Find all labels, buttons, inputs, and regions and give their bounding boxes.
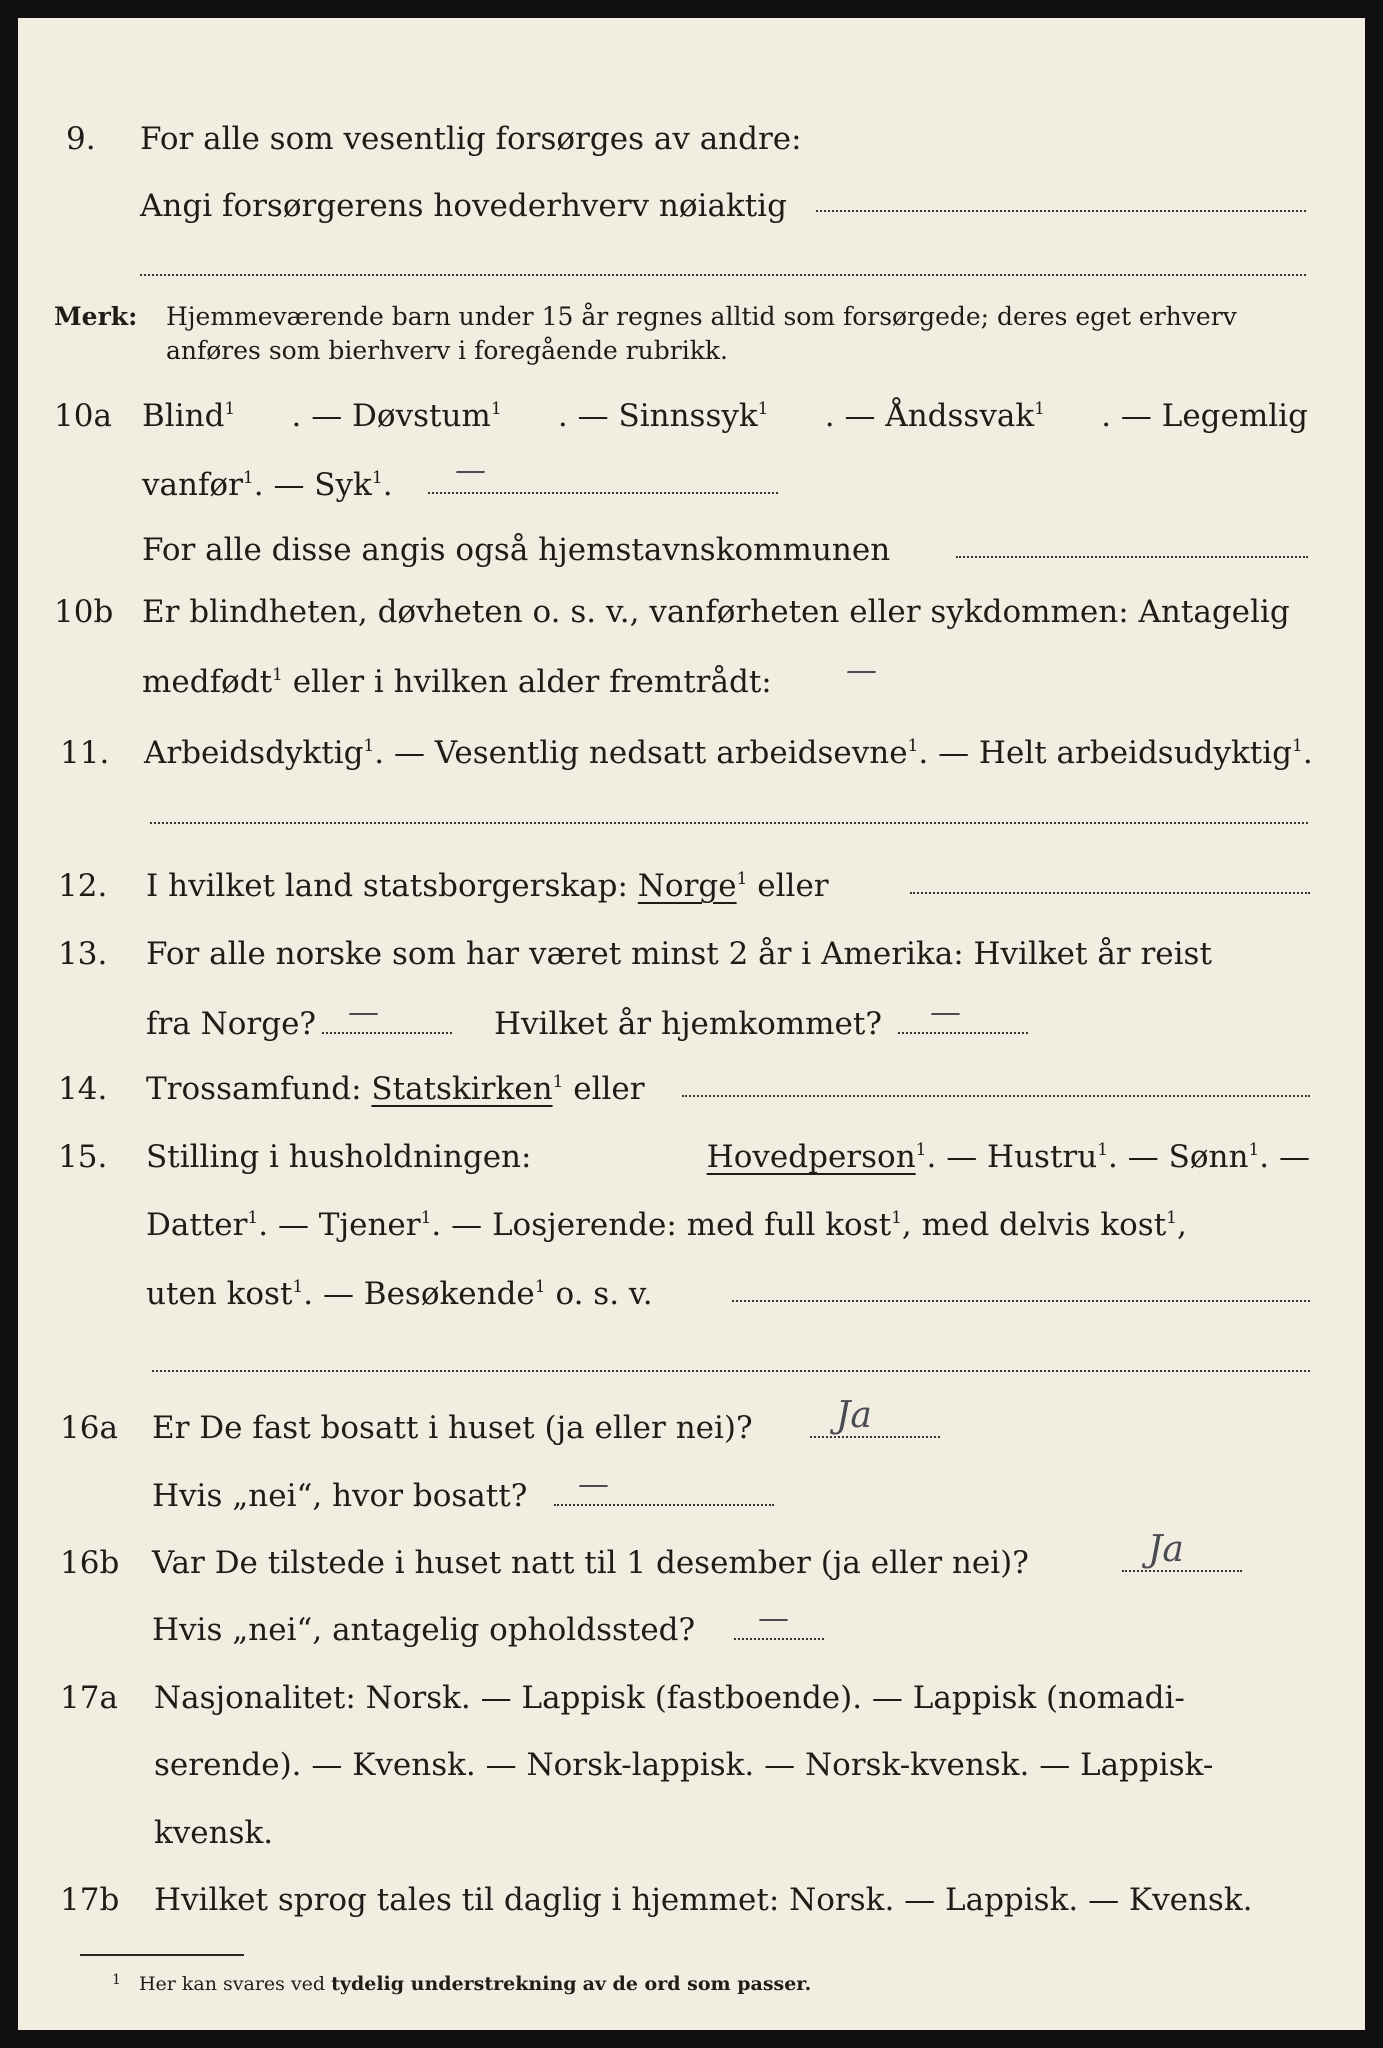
q16b-line1: Var De tilstede i huset natt til 1 desember (ja eller nei)?: [152, 1545, 1029, 1581]
q16a-line2: Hvis „nei“, hvor bosatt?: [152, 1478, 528, 1514]
q9-answer-line-2[interactable]: [140, 274, 1306, 276]
q10a-line2: vanfør$^1$. — Syk$^1$.: [142, 467, 393, 503]
q10a-hometown-line[interactable]: [956, 556, 1308, 558]
q16a-answer1: Ja: [836, 1395, 872, 1436]
q11-number: 11.: [60, 735, 110, 771]
q14-number: 14.: [58, 1071, 108, 1107]
statskirken-underlined: Statskirken: [371, 1071, 553, 1107]
q10b-number: 10b: [54, 594, 114, 630]
q9-answer-line[interactable]: [816, 210, 1306, 212]
q13-answer-b: —: [930, 994, 961, 1030]
q16a-number: 16a: [60, 1410, 118, 1446]
q16b-answer-line-2[interactable]: [734, 1638, 824, 1640]
q13-answer-line-a[interactable]: [322, 1032, 452, 1034]
q10b-answer: —: [846, 652, 877, 688]
q17a-line2: serende). — Kvensk. — Norsk-lappisk. — Norsk-kvensk. — Lappisk-: [154, 1747, 1214, 1783]
q16a-answer-line-2[interactable]: [554, 1504, 774, 1506]
q16a-answer-line[interactable]: [810, 1436, 940, 1438]
hovedperson-underlined: Hovedperson: [706, 1139, 916, 1175]
q13-line2b: Hvilket år hjemkommet?: [494, 1006, 882, 1042]
q16b-answer1: Ja: [1148, 1529, 1184, 1570]
merk-line2: anføres som bierhverv i foregående rubrikk.: [166, 336, 728, 365]
q10a-number: 10a: [54, 398, 112, 434]
q11-answer-line[interactable]: [150, 822, 1308, 824]
q17b-line1: Hvilket sprog tales til daglig i hjemmet: Norsk. — Lappisk. — Kvensk.: [154, 1882, 1253, 1918]
q15-answer-line-2[interactable]: [152, 1370, 1310, 1372]
q10a-answer-line[interactable]: [428, 492, 778, 494]
q14-line: Trossamfund: Statskirken$^1$ eller: [146, 1071, 645, 1107]
merk-line1: Hjemmeværende barn under 15 år regnes alltid som forsørgede; deres eget erhverv: [166, 302, 1237, 331]
q17b-number: 17b: [60, 1882, 120, 1918]
q12-answer-line[interactable]: [910, 892, 1310, 894]
q13-number: 13.: [58, 936, 108, 972]
q16b-answer2: —: [758, 1600, 789, 1636]
q10b-line1: Er blindheten, døvheten o. s. v., vanførheten eller sykdommen: Antagelig: [142, 594, 1290, 630]
q16a-answer2: —: [578, 1466, 609, 1502]
q15-answer-line[interactable]: [732, 1300, 1310, 1302]
q16b-answer-line[interactable]: [1122, 1570, 1242, 1572]
q17a-line1: Nasjonalitet: Norsk. — Lappisk (fastboende). — Lappisk (nomadi-: [154, 1680, 1185, 1716]
q11-line: Arbeidsdyktig$^1$. — Vesentlig nedsatt arbeidsevne$^1$. — Helt arbeidsudyktig$^1$.: [144, 735, 1313, 771]
q13-line1: For alle norske som har været minst 2 år i Amerika: Hvilket år reist: [146, 936, 1212, 972]
q15-line3: uten kost$^1$. — Besøkende$^1$ o. s. v.: [146, 1276, 653, 1312]
q15-line2: Datter$^1$. — Tjener$^1$. — Losjerende: med full kost$^1$, med delvis kost$^1$,: [146, 1207, 1187, 1243]
q15-line1: Stilling i husholdningen: Hovedperson$^1$. — Hustru$^1$. — Sønn$^1$. —: [146, 1139, 1310, 1175]
q12-number: 12.: [58, 868, 108, 904]
footnote-rule: [80, 1954, 244, 1956]
q17a-number: 17a: [60, 1680, 118, 1716]
q9-line1: For alle som vesentlig forsørges av andre:: [140, 121, 802, 157]
q13-answer-a: —: [348, 994, 379, 1030]
q13-answer-line-b[interactable]: [898, 1032, 1028, 1034]
q12-line: I hvilket land statsborgerskap: Norge$^1$ eller: [146, 868, 829, 904]
q10a-line3: For alle disse angis også hjemstavnskommunen: [142, 532, 891, 568]
q13-line2a: fra Norge?: [146, 1006, 317, 1042]
q9-line2: Angi forsørgerens hovederhverv nøiaktig: [140, 188, 787, 224]
q10a-answer: —: [455, 452, 486, 488]
q16a-line1: Er De fast bosatt i huset (ja eller nei)?: [152, 1410, 753, 1446]
q10b-line2: medfødt$^1$ eller i hvilken alder fremtrådt:: [142, 664, 772, 700]
q16b-line2: Hvis „nei“, antagelig opholdssted?: [152, 1612, 696, 1648]
q10a-line1: Blind$^1$ . — Døvstum$^1$ . — Sinnssyk$^1$ . — Åndssvak$^1$ . — Legemlig: [142, 398, 1308, 434]
merk-label: Merk:: [54, 302, 138, 331]
q17a-line3: kvensk.: [154, 1815, 274, 1851]
q9-number: 9.: [66, 121, 96, 157]
q16b-number: 16b: [60, 1545, 120, 1581]
q15-number: 15.: [58, 1139, 108, 1175]
q14-answer-line[interactable]: [682, 1095, 1310, 1097]
norge-underlined: Norge: [637, 868, 737, 904]
footnote: $^1$ Her kan svares ved tydelig understrekning av de ord som passer.: [112, 1972, 812, 1995]
